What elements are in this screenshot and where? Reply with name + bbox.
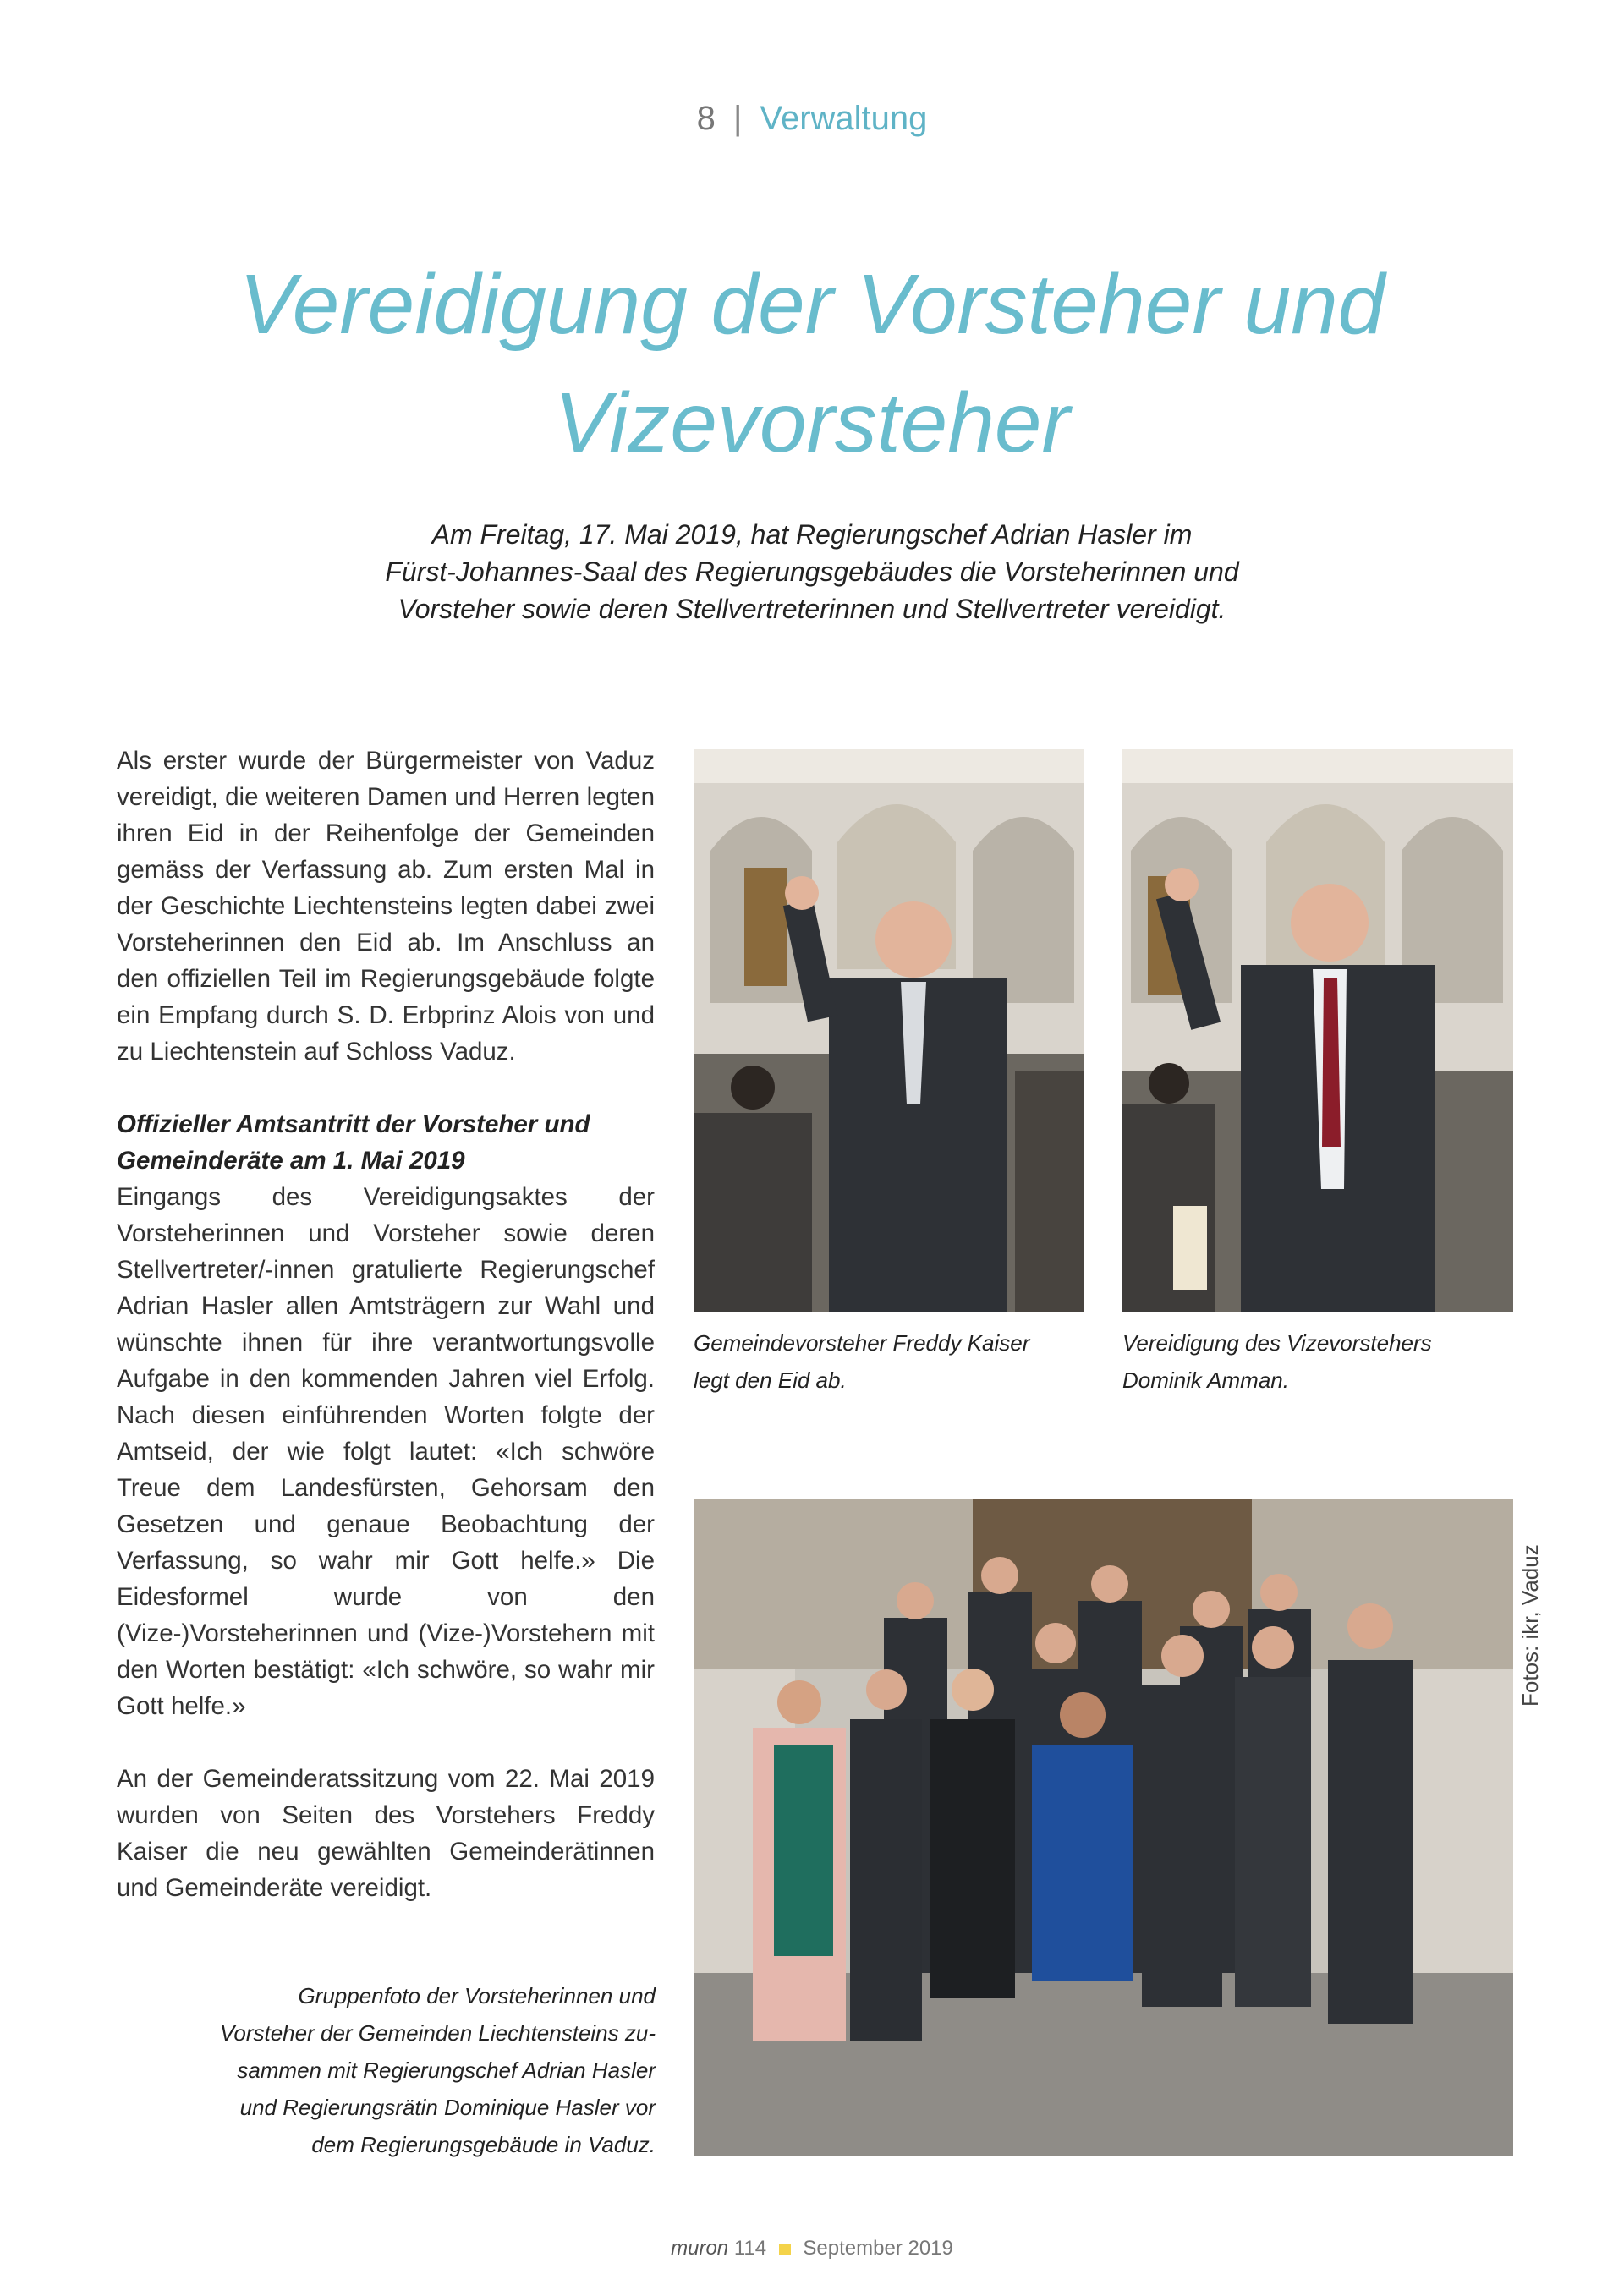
page-header: [0, 100, 1624, 138]
group-photo-caption: [178, 1977, 656, 2163]
body-paragraph-1: Als erster wurde der Bürgermeister von Vaduz vereidigt, die weiteren Damen und Herren legten ihren Eid in der Reihenfolge der Gemeinden gemäss der Verfassung ab. Zum ersten Mal in der Geschichte Liechtensteins legten dabei zwei Vorsteherinnen den Eid ab. Im Anschluss an den offiziellen Teil im Regierungsgebäude folgte ein Empfang durch S. D. Erbprinz Alois von und zu Liechtenstein auf Schloss Vaduz.: [117, 747, 655, 1066]
photo-oath-kaiser: [694, 749, 1084, 1312]
photo1-caption-line-1: Gemeindevorsteher Freddy Kaiser: [694, 1330, 1030, 1356]
article-lead: [321, 516, 1303, 627]
lead-line-1: Am Freitag, 17. Mai 2019, hat Regierungschef Adrian Hasler im: [431, 519, 1193, 550]
page-number: 8: [696, 100, 716, 137]
group-caption-line-3: sammen mit Regierungschef Adrian Hasler: [237, 2058, 656, 2083]
photo-oath-amman: [1122, 749, 1513, 1312]
section-name: Verwaltung: [760, 100, 928, 137]
photo2-caption-line-1: Vereidigung des Vizevorstehers: [1122, 1330, 1432, 1356]
photo-group: [694, 1499, 1513, 2156]
body-paragraph-2: Eingangs des Vereidigungsaktes der Vorsteherinnen und Vorsteher sowie deren Stellvertreter/-innen gratulierte Regierungschef Adrian Hasler allen Amtsträgern zur Wahl und wünschte ihnen für ihre verantwortungsvolle Aufgabe in den kommenden Jahren viel Erfolg. Nach diesen einführenden Worten folgte der Amtseid, der wie folgt lautet: «Ich schwöre Treue dem Landesfürsten, Gehorsam den Gesetzen und genaue Beobachtung der Verfassung, so wahr mir Gott helfe.» Die Eidesformel wurde von den (Vize-)Vorsteherinnen und (Vize-)Vorstehern mit den Worten bestätigt: «Ich schwöre, so wahr mir Gott helfe.»: [117, 1183, 655, 1720]
subheading-line-1: Offizieller Amtsantritt der Vorsteher und: [117, 1110, 590, 1138]
group-caption-line-4: und Regierungsrätin Dominique Hasler vor: [239, 2095, 656, 2120]
header-separator: |: [732, 100, 743, 137]
lead-line-2: Fürst-Johannes-Saal des Regierungsgebäudes die Vorsteherinnen und: [385, 556, 1239, 587]
group-caption-line-2: Vorsteher der Gemeinden Liechtensteins zu-: [220, 2020, 656, 2046]
article-title: [135, 245, 1489, 482]
photo-credit: Fotos: ikr, Vaduz: [1517, 1544, 1543, 1707]
photo2-caption-line-2: Dominik Amman.: [1122, 1367, 1289, 1393]
footer-square-icon: [779, 2244, 791, 2255]
body-column: [117, 743, 655, 1906]
body-paragraph-3: An der Gemeinderatssitzung vom 22. Mai 2019 wurden von Seiten des Vorstehers Freddy Kaiser die neu gewählten Gemeinderätinnen und Gemeinderäte vereidigt.: [117, 1765, 655, 1902]
paragraph-gap: [117, 1070, 655, 1106]
subheading: [117, 1106, 655, 1179]
title-line-2: Vizevorsteher: [554, 375, 1070, 470]
group-caption-line-5: dem Regierungsgebäude in Vaduz.: [311, 2132, 656, 2157]
magazine-name: muron: [671, 2237, 729, 2260]
issue-date: September 2019: [803, 2237, 953, 2260]
photo1-caption: [694, 1324, 1091, 1399]
photo2-caption: [1122, 1324, 1520, 1399]
lead-line-3: Vorsteher sowie deren Stellvertreterinnen und Stellvertreter vereidigt.: [398, 594, 1226, 624]
paragraph-gap: [117, 1724, 655, 1761]
photo1-caption-line-2: legt den Eid ab.: [694, 1367, 847, 1393]
subheading-line-2: Gemeinderäte am 1. Mai 2019: [117, 1147, 465, 1175]
title-line-1: Vereidigung der Vorsteher und: [239, 257, 1385, 352]
group-caption-line-1: Gruppenfoto der Vorsteherinnen und: [298, 1983, 656, 2008]
issue-number: 114: [733, 2237, 767, 2260]
page-footer: [0, 2237, 1624, 2260]
